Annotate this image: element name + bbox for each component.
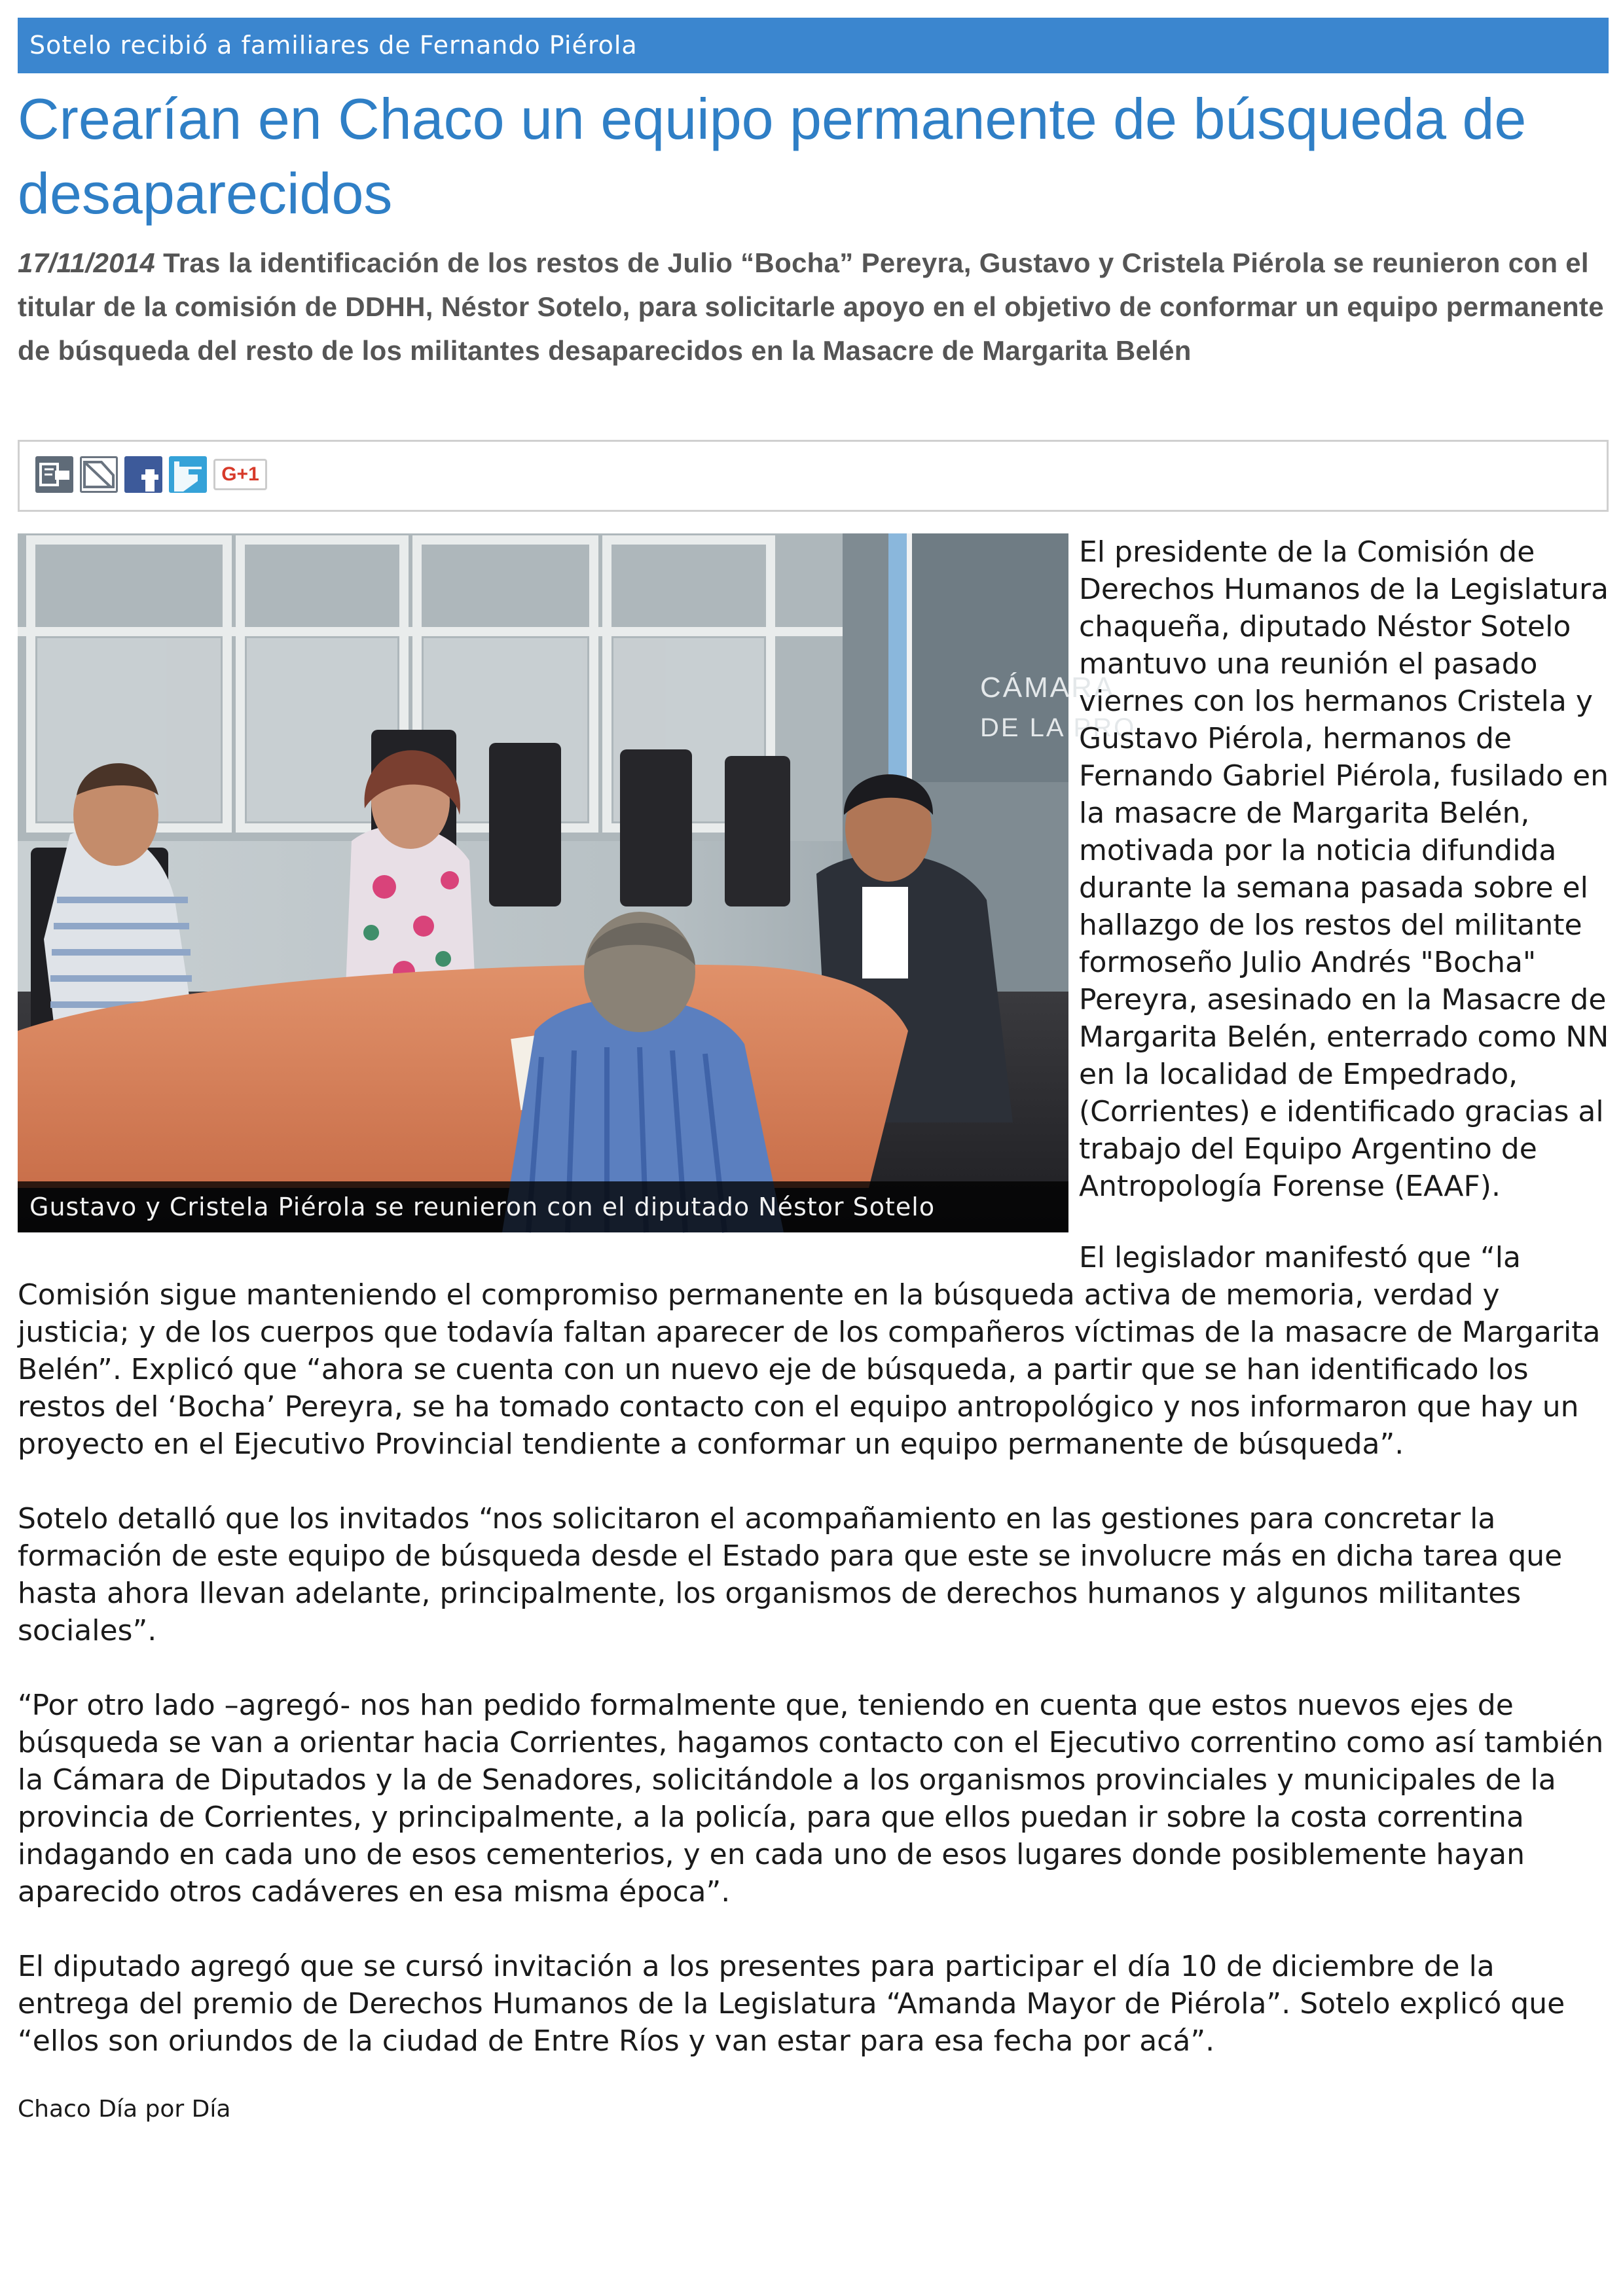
svg-text:DE LA PRO: DE LA PRO [980, 713, 1137, 742]
article-paragraph-5: El diputado agregó que se cursó invitación a los presentes para participar el día 10 de diciembre de la entrega del premio de Derechos Humanos de la Legislatura “Amanda Mayor de Piérola”. Sotelo explicó que “ellos son oriundos de la ciudad de Entre Ríos y van estar para esa fecha por acá”. [18, 1950, 1565, 2058]
article-paragraph-2-rest: Comisión sigue manteniendo el compromiso permanente en la búsqueda activa de memoria, verdad y justicia; y de los cuerpos que todavía faltan aparecer de los compañeros víctimas de la masacre de Margarita Belén”. Explicó que “ahora se cuenta con un nuevo eje de búsqueda, a partir que se han identificado los restos del ‘Bocha’ Pereyra, se ha tomado contacto con el equipo antropológico y nos informaron que hay un proyecto en el Ejecutivo Provincial tendiente a conformar un equipo permanente de búsqueda”. [18, 1278, 1601, 1461]
share-icons [35, 456, 267, 495]
article-paragraph-2-start: El legislador manifestó que “la [1079, 1241, 1521, 1274]
article-paragraph-1: El presidente de la Comisión de Derechos Humanos de la Legislatura chaqueña, diputado Néstor Sotelo mantuvo una reunión el pasado viernes con los hermanos Cristela y Gustavo Piérola, hermanos de Fernando Gabriel Piérola, fusilado en la masacre de Margarita Belén, motivada por la noticia difundida durante la semana pasada sobre el hallazgo de los restos del militante formoseño Julio Andrés "Bocha" Pereyra, asesinado en la Masacre de Margarita Belén, enterrado como NN en la localidad de Empedrado, (Corrientes) e identificado gracias al trabajo del Equipo Argentino de Antropología Forense (EAAF). [1079, 535, 1609, 1203]
article-date: 17/11/2014 [18, 247, 156, 278]
article-photo [18, 533, 1137, 1232]
article-source: Chaco Día por Día [18, 2096, 231, 2123]
article-paragraph-4: “Por otro lado –agregó- nos han pedido formalmente que, teniendo en cuenta que estos nuevos ejes de búsqueda se van a orientar hacia Corrientes, hagamos contacto con el Ejecutivo correntino como así también la Cámara de Diputados y la de Senadores, solicitándole a los organismos provinciales y municipales de la provincia de Corrientes, y principalmente, a la policía, para que ellos puedan ir sobre la costa correntina indagando en cada uno de esos cementerios, y en cada uno de esos lugares donde posiblemente hayan aparecido otros cadáveres en esa misma época”. [18, 1689, 1604, 1909]
twitter-icon[interactable] [169, 456, 207, 493]
lead-text: Tras la identificación de los restos de Julio “Bocha” Pereyra, Gustavo y Cristela Piérola se reunieron con el titular de la comisión de DDHH, Néstor Sotelo, para solicitarle apoyo en el objetivo de conformar un equipo permanente de búsqueda del resto de los militantes desaparecidos en la Masacre de Margarita Belén [18, 247, 1604, 366]
article-headline: Crearían en Chaco un equipo permanente de búsqueda de desaparecidos [18, 86, 1527, 226]
photo-caption: Gustavo y Cristela Piérola se reunieron con el diputado Néstor Sotelo [18, 1181, 1068, 1232]
article-paragraph-3: Sotelo detalló que los invitados “nos solicitaron el acompañamiento en las gestiones para concretar la formación de este equipo de búsqueda desde el Estado para que este se involucre más en dicha tarea que hasta ahora llevan adelante, principalmente, los organismos de derechos humanos y algunos militantes sociales”. [18, 1502, 1563, 1647]
print-icon[interactable] [80, 456, 118, 493]
article-kicker: Sotelo recibió a familiares de Fernando Piérola [18, 18, 1609, 73]
google-plus-icon[interactable]: G+1 [213, 459, 267, 490]
email-icon[interactable] [35, 456, 73, 493]
article-lead [18, 241, 1609, 372]
svg-text:CÁMARA: CÁMARA [980, 672, 1116, 704]
share-bar [18, 440, 1609, 512]
meeting-photo [18, 533, 1137, 1232]
facebook-icon[interactable] [124, 456, 162, 493]
article-body [18, 1276, 1609, 2060]
